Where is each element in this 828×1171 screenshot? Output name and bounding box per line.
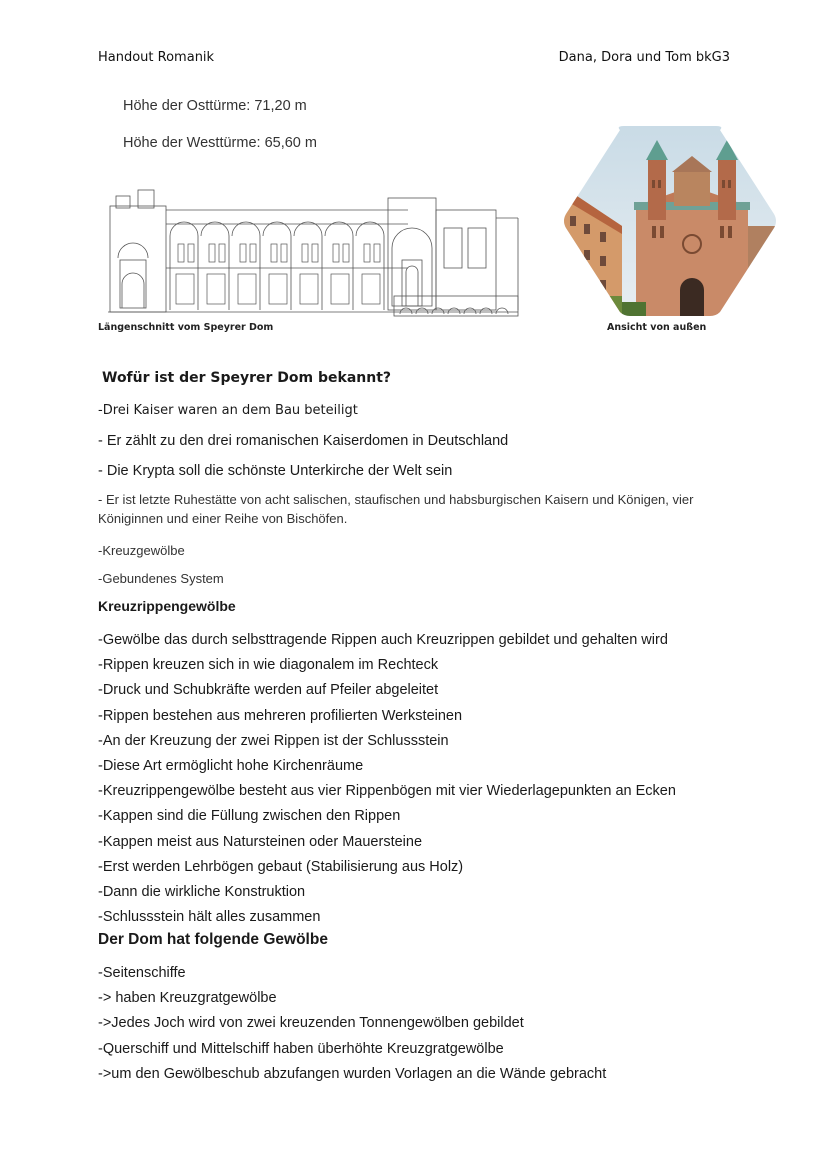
longitudinal-section-drawing <box>108 188 520 320</box>
known-for-heading: Wofür ist der Speyrer Dom bekannt? <box>102 370 392 386</box>
section-caption: Längenschnitt vom Speyrer Dom <box>98 322 274 333</box>
list-item: -Seitenschiffe <box>98 965 186 981</box>
list-item: -Kappen meist aus Natursteinen oder Mauersteine <box>98 833 423 850</box>
height-west-towers: Höhe der Westtürme: 65,60 m <box>123 135 317 151</box>
list-item: -Querschiff und Mittelschiff haben überhöhte Kreuzgratgewölbe <box>98 1040 504 1057</box>
list-item: ->um den Gewölbeschub abzufangen wurden Vorlagen an die Wände gebracht <box>98 1065 607 1082</box>
list-item: -Gewölbe das durch selbsttragende Rippen auch Kreuzrippen gebildet und gehalten wird <box>98 632 668 648</box>
list-item: -Kreuzgewölbe <box>98 543 185 558</box>
list-item: -Rippen kreuzen sich in wie diagonalem im Rechteck <box>98 657 439 674</box>
rib-vault-heading: Kreuzrippengewölbe <box>98 598 236 614</box>
header-right: Dana, Dora und Tom bkG3 <box>558 50 730 65</box>
list-item: -Kappen sind die Füllung zwischen den Rippen <box>98 808 401 825</box>
list-item: - Er ist letzte Ruhestätte von acht salischen, staufischen und habsburgischen Kaisern und Königen, vier Königinnen und einer Reihe von Bischöfen. <box>98 492 694 526</box>
list-item: - Die Krypta soll die schönste Unterkirche der Welt sein <box>98 463 453 479</box>
cathedral-exterior-photo <box>562 126 778 316</box>
list-item: -> haben Kreuzgratgewölbe <box>98 990 277 1007</box>
vaults-heading: Der Dom hat folgende Gewölbe <box>98 931 328 948</box>
list-item: ->Jedes Joch wird von zwei kreuzenden Tonnengewölben gebildet <box>98 1015 524 1032</box>
rib-vault-list <box>98 628 738 930</box>
list-item: - Er zählt zu den drei romanischen Kaiserdomen in Deutschland <box>98 433 509 449</box>
known-for-list <box>98 402 738 589</box>
height-east-towers: Höhe der Osttürme: 71,20 m <box>123 98 307 114</box>
list-item: -An der Kreuzung der zwei Rippen ist der Schlussstein <box>98 732 449 749</box>
list-item: -Rippen bestehen aus mehreren profilierten Werksteinen <box>98 707 463 724</box>
list-item: -Drei Kaiser waren an dem Bau beteiligt <box>98 403 358 418</box>
list-item: -Kreuzrippengewölbe besteht aus vier Rippenbögen mit vier Wiederlagepunkten an Ecken <box>98 783 676 800</box>
list-item: -Diese Art ermöglicht hohe Kirchenräume <box>98 758 364 775</box>
list-item: -Druck und Schubkräfte werden auf Pfeiler abgeleitet <box>98 682 439 699</box>
header-left: Handout Romanik <box>98 50 215 65</box>
list-item: -Schlussstein hält alles zusammen <box>98 909 321 926</box>
list-item: -Erst werden Lehrbögen gebaut (Stabilisierung aus Holz) <box>98 858 464 875</box>
list-item: -Dann die wirkliche Konstruktion <box>98 884 306 901</box>
vaults-list <box>98 961 738 1087</box>
photo-caption: Ansicht von außen <box>607 322 707 333</box>
list-item: -Gebundenes System <box>98 571 224 586</box>
